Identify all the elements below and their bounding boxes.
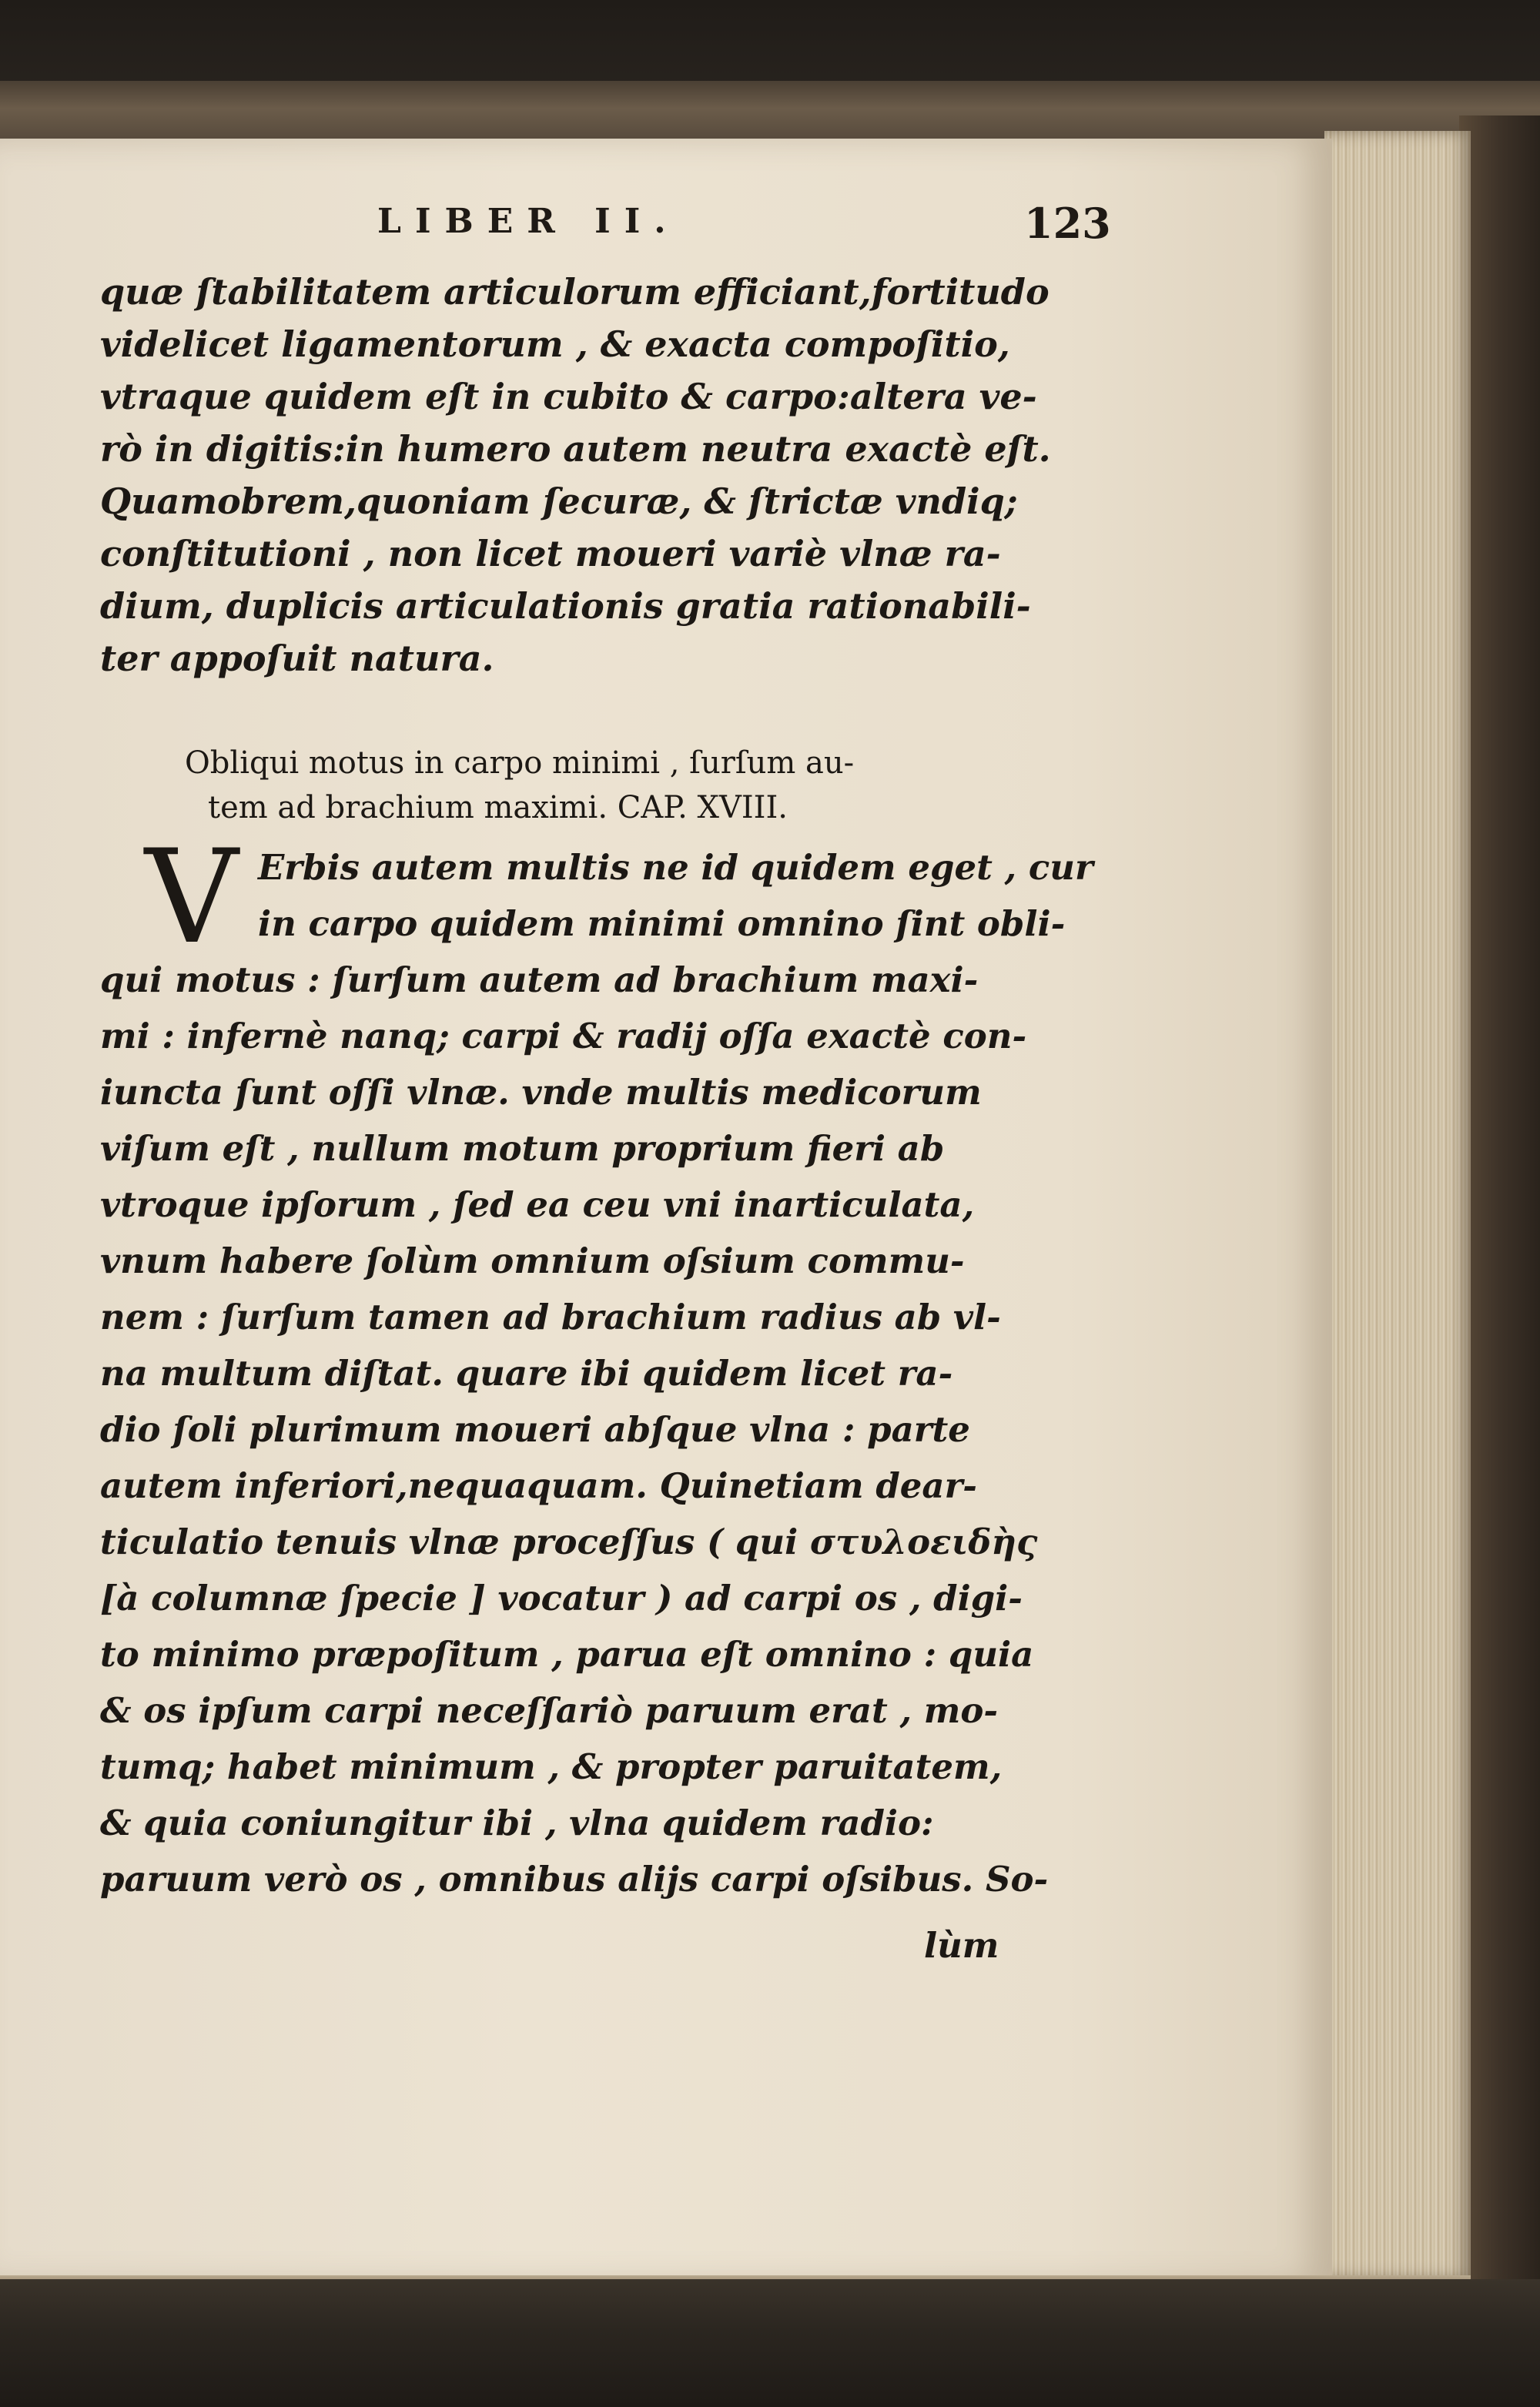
text-line: na multum diſtat. quare ibi quidem licet ra- — [100, 1353, 953, 1394]
chapter-heading — [185, 741, 1047, 830]
text-line: videlicet ligamentorum , & exacta compoſitio, — [100, 323, 1010, 365]
text-line: rò in digitis:in humero autem neutra exactè eſt. — [100, 428, 1051, 470]
page-fore-edge — [1324, 131, 1471, 2279]
text-line: tumq; habet minimum , & propter paruitatem, — [100, 1746, 1003, 1787]
text-line: autem inferiori,nequaquam. Quinetiam dear- — [100, 1465, 977, 1506]
running-title: LIBER II. — [377, 202, 680, 241]
book-cover-edge — [1459, 115, 1540, 2287]
text-line: ter appoſuit natura. — [100, 638, 494, 679]
text-line: to minimo præpoſitum , parua eſt omnino : quia — [100, 1634, 1034, 1675]
text-line: vtraque quidem eſt in cubito & carpo:altera ve- — [100, 376, 1037, 417]
text-line: qui motus : ſurſum autem ad brachium maxi- — [100, 959, 979, 1000]
text-line: in carpo quidem minimi omnino ſint obli- — [258, 903, 1066, 944]
text-line: vtroque ipſorum , ſed ea ceu vni inarticulata, — [100, 1184, 975, 1225]
text-line: viſum eſt , nullum motum proprium fieri ab — [100, 1128, 945, 1169]
text-line: & os ipſum carpi neceſſariò paruum erat , mo- — [100, 1690, 999, 1731]
running-head — [116, 202, 1116, 248]
text-line: nem : ſurſum tamen ad brachium radius ab vl- — [100, 1297, 1001, 1337]
text-line: conſtitutioni , non licet moueri variè vlnæ ra- — [100, 533, 1001, 574]
chapter-heading-line: Obliqui motus in carpo minimi , ſurſum au- — [185, 745, 855, 781]
text-line: dium, duplicis articulationis gratia rationabili- — [100, 585, 1031, 627]
text-line: & quia coniungitur ibi , vlna quidem radio: — [100, 1803, 934, 1843]
text-line: Erbis autem multis ne id quidem eget , cur — [258, 847, 1093, 888]
body-text — [100, 266, 1051, 685]
catchword: lùm — [924, 1925, 999, 1966]
chapter-text — [100, 822, 1093, 1907]
text-line: paruum verò os , omnibus alijs carpi oſsibus. So- — [100, 1859, 1049, 1900]
text-line: mi : infernè nanq; carpi & radij oſſa exactè con- — [100, 1016, 1027, 1056]
text-line: ticulatio tenuis vlnæ proceſſus ( qui στυλοειδὴς — [100, 1522, 1038, 1562]
text-line: [à columnæ ſpecie ] vocatur ) ad carpi os , digi- — [100, 1578, 1023, 1619]
chapter-heading-line: tem ad brachium maximi. CAP. XVIII. — [208, 790, 788, 825]
text-line: Quamobrem,quoniam ſecuræ, & ſtrictæ vndiq; — [100, 480, 1018, 522]
table-surface — [0, 2279, 1540, 2407]
page-number: 123 — [1024, 199, 1111, 248]
text-line: dio ſoli plurimum moueri abſque vlna : parte — [100, 1409, 970, 1450]
text-line: iuncta ſunt oſſi vlnæ. vnde multis medicorum — [100, 1072, 982, 1113]
text-line: quæ ſtabilitatem articulorum efficiant,fortitudo — [100, 271, 1050, 313]
drop-cap: V — [145, 822, 239, 973]
text-line: vnum habere ſolùm omnium oſsium commu- — [100, 1240, 965, 1281]
